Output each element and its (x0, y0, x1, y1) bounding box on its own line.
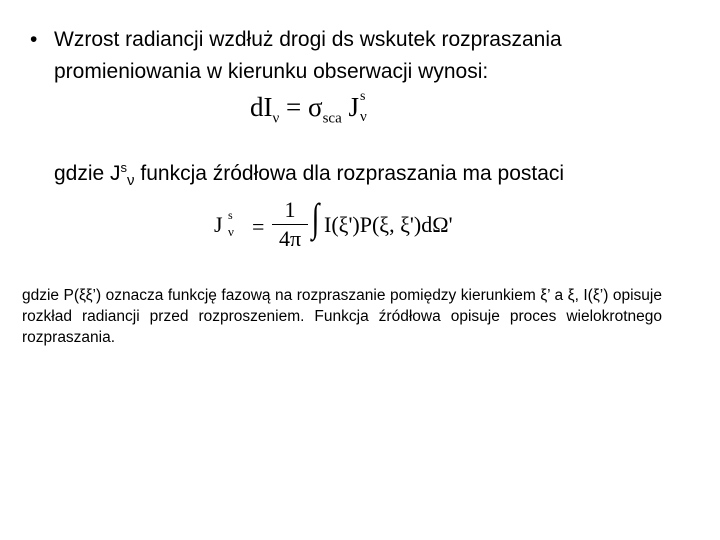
eq1-J: J (348, 92, 360, 122)
eq2-integrand: I(ξ')P(ξ, ξ')dΩ' (324, 212, 453, 237)
eq2-equals: = (252, 214, 265, 239)
eq2-J-sup: s (228, 208, 233, 222)
eq2-denominator: 4π (278, 226, 302, 251)
integral-icon: ∫ (311, 195, 320, 240)
eq2-fraction-bar (272, 224, 308, 225)
equation-source-function (214, 196, 514, 266)
eq1-equals: = (286, 92, 302, 122)
where-post: funkcja źródłowa dla rozpraszania ma postaci (134, 162, 565, 185)
eq1-J-sup: s (360, 88, 366, 104)
eq2-numerator: 1 (284, 197, 296, 222)
eq1-J-sub: ν (360, 108, 367, 125)
eq1-J-indices (359, 88, 371, 127)
eq1-lhs-sub: ν (272, 110, 280, 127)
where-sup: s (120, 160, 128, 175)
bullet-line-1: Wzrost radiancji wzdłuż drogi ds wskutek rozpraszania (54, 28, 562, 51)
source-function-intro (54, 160, 564, 189)
eq2-J: J (214, 212, 223, 237)
equation-radiance-increase (250, 88, 371, 127)
eq2-J-sub: ν (228, 224, 234, 239)
where-pre: gdzie J (54, 162, 121, 185)
eq1-lhs: dI (250, 92, 273, 122)
bullet-item (30, 24, 700, 88)
eq1-sigma-sub: sca (322, 110, 342, 127)
bullet-line-2: promieniowania w kierunku obserwacji wynosi: (54, 60, 489, 83)
eq1-sigma: σ (308, 92, 323, 122)
explanation-paragraph: gdzie P(ξξ’) oznacza funkcję fazową na rozpraszanie pomiędzy kierunkiem ξ’ a ξ, I(ξ’) opisuje rozkład radiancji przed rozproszeniem. Funkcja źródłowa opisuje proces wielokrotnego rozpraszania. (22, 287, 662, 346)
where-sub: ν (127, 172, 135, 190)
eq2-fraction (272, 198, 308, 251)
eq2-lhs (214, 208, 234, 239)
bullet-icon: • (30, 28, 38, 51)
